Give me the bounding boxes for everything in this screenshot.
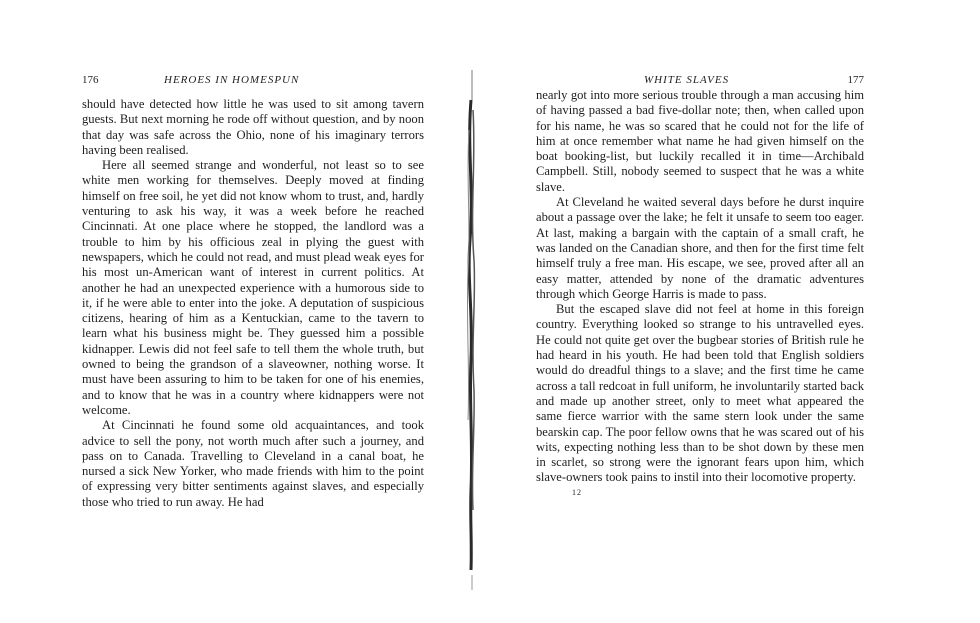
left-paragraph-3: At Cincinnati he found some old acquaintances, and took advice to sell the pony, not worth much after such a journey, and pass on to Canada. Travelling to Cleveland in a canal boat, he nursed a sick New Yorker, who made friends with him to the point of expressing very bitter sentiments against slaves, and especially those who tried to run away. He had bbox=[82, 418, 424, 509]
right-page-number: 177 bbox=[847, 74, 864, 86]
right-paragraph-3: But the escaped slave did not feel at home in this foreign country. Everything looked so strange to his untravelled eyes. He could not quite get over the bugbear stories of British rule he had heard in his youth. He had been told that English soldiers would do dreadful things to a slave; and the first time he came across a tall redcoat in full uniform, he involuntarily started back and made up another street, only to meet what appeared the same fierce warrior with the same stern look under the same bearskin cap. The poor fellow owns that he was scared out of his wits, expecting nothing less than to be shot down by these men in scarlet, so strong were the ignorant fears upon him, which slave-owners took pains to instil into their locomotive property. bbox=[536, 302, 864, 485]
signature-mark: 12 bbox=[572, 487, 582, 497]
left-page-header bbox=[82, 68, 424, 90]
left-paragraph-1: should have detected how little he was used to sit among tavern guests. But next morning he rode off without question, and by noon that day was safe across the Ohio, none of his imaginary terrors having been realised. bbox=[82, 97, 424, 157]
right-page-header bbox=[536, 68, 864, 90]
right-paragraph-2: At Cleveland he waited several days before he durst inquire about a passage over the lake; he felt it unsafe to seem too eager. At last, making a bargain with the captain of a small craft, he was landed on the Canadian shore, and then for the first time felt himself truly a free man. His escape, we see, proved after all an easy matter, attended by none of the dramatic adventures through which George Harris is made to pass. bbox=[536, 195, 864, 301]
right-paragraph-1: nearly got into more serious trouble through a man accusing him of having passed a bad five-dollar note; then, when called upon for his name, he was so scared that he could not for the life of him at once remember what name he had given himself on the boat booking-list, but luckily recalled it in time—Archibald Campbell. Still, nobody seemed to suspect that he was a white slave. bbox=[536, 88, 864, 194]
book-gutter-shadow bbox=[458, 70, 486, 590]
left-paragraph-2: Here all seemed strange and wonderful, not least so to see white men working for themselves. Deeply moved at finding himself on free soil, he yet did not know whom to trust, and, hardly venturing to ask his way, it was a week before he reached Cincinnati. At one place where he stopped, the landlord was a trouble to him by his officious zeal in plying the guest with newspapers, which he could not read, and must plead weak eyes for his most un-American want of interest in current politics. At another he had an unexpected experience with a humorous side to it, if he were able to enter into the joke. A deputation of suspicious citizens, hearing of him as a Kentuckian, came to the tavern to learn what his business might be. They guessed him a possible kidnapper. Lewis did not feel safe to tell them the whole truth, but owned to being the grandson of a slaveowner, nothing worse. It must have been assuring to him to be taken for one of his enemies, and to know that he was in a country where kidnappers were not welcome. bbox=[82, 158, 424, 417]
left-page bbox=[82, 68, 424, 510]
left-page-number: 176 bbox=[82, 74, 99, 86]
left-page-text bbox=[82, 97, 424, 510]
right-page-text bbox=[536, 88, 864, 497]
right-running-head: WHITE SLAVES bbox=[644, 74, 730, 86]
right-page bbox=[536, 68, 864, 497]
left-running-head: HEROES IN HOMESPUN bbox=[164, 74, 300, 86]
